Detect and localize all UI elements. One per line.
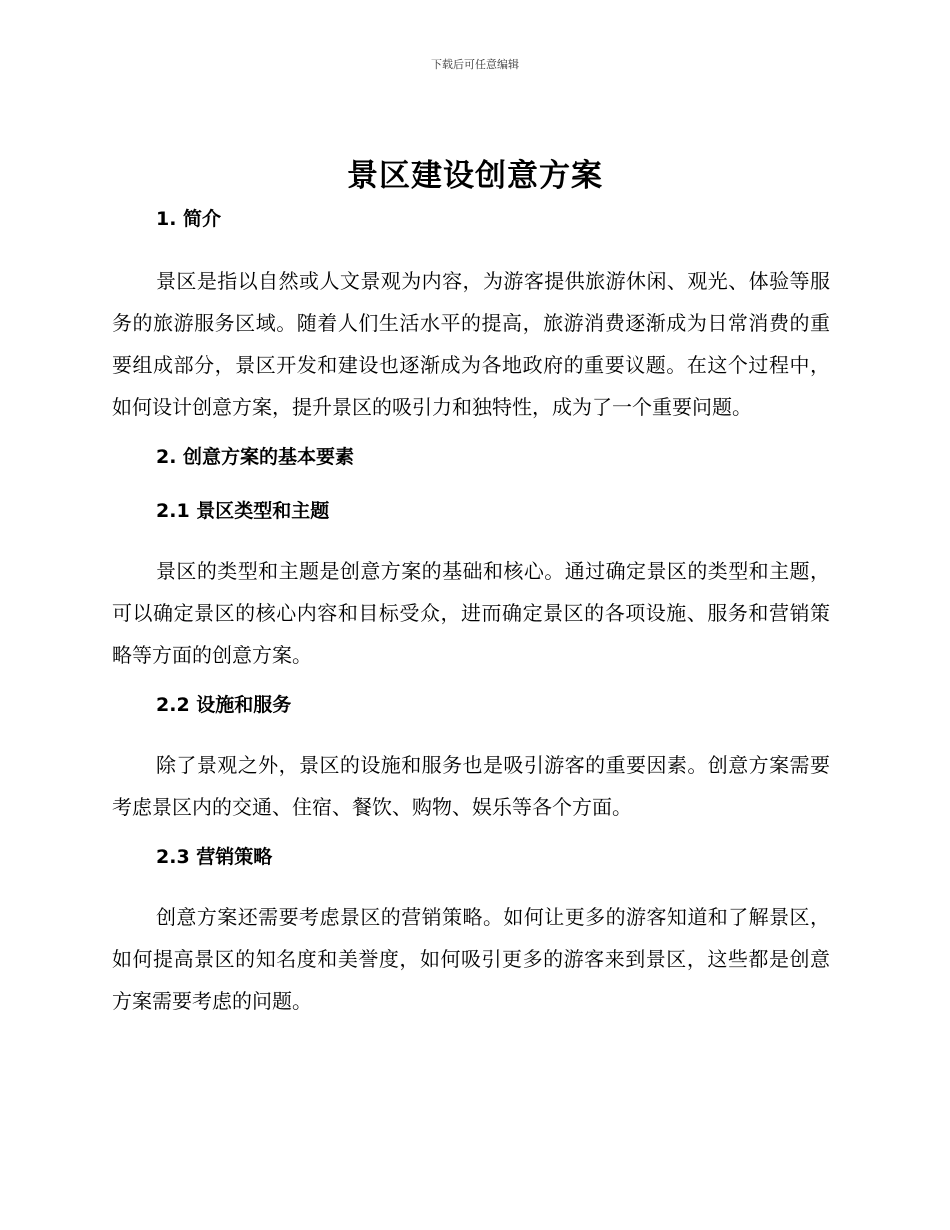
section-heading-intro: 1. 简介 <box>156 208 222 230</box>
header-note: 下载后可任意编辑 <box>431 58 519 71</box>
section-heading-basic-elements: 2. 创意方案的基本要素 <box>156 446 355 468</box>
document-body <box>112 204 830 1022</box>
document-title: 景区建设创意方案 <box>347 158 603 194</box>
section-paragraph-type-theme: 景区的类型和主题是创意方案的基础和核心。通过确定景区的类型和主题，可以确定景区的核心内容和目标受众，进而确定景区的各项设施、服务和营销策略等方面的创意方案。 <box>112 559 830 667</box>
section-heading-facilities: 2.2 设施和服务 <box>156 694 292 716</box>
section-heading-type-theme: 2.1 景区类型和主题 <box>156 500 330 522</box>
section-paragraph-facilities: 除了景观之外，景区的设施和服务也是吸引游客的重要因素。创意方案需要考虑景区内的交通、住宿、餐饮、购物、娱乐等各个方面。 <box>112 753 830 819</box>
section-heading-marketing: 2.3 营销策略 <box>156 846 273 868</box>
section-paragraph-marketing: 创意方案还需要考虑景区的营销策略。如何让更多的游客知道和了解景区，如何提高景区的知名度和美誉度，如何吸引更多的游客来到景区，这些都是创意方案需要考虑的问题。 <box>112 905 830 1013</box>
section-paragraph-intro: 景区是指以自然或人文景观为内容，为游客提供旅游休闲、观光、体验等服务的旅游服务区域。随着人们生活水平的提高，旅游消费逐渐成为日常消费的重要组成部分，景区开发和建设也逐渐成为各地政府的重要议题。在这个过程中，如何设计创意方案，提升景区的吸引力和独特性，成为了一个重要问题。 <box>112 269 830 419</box>
